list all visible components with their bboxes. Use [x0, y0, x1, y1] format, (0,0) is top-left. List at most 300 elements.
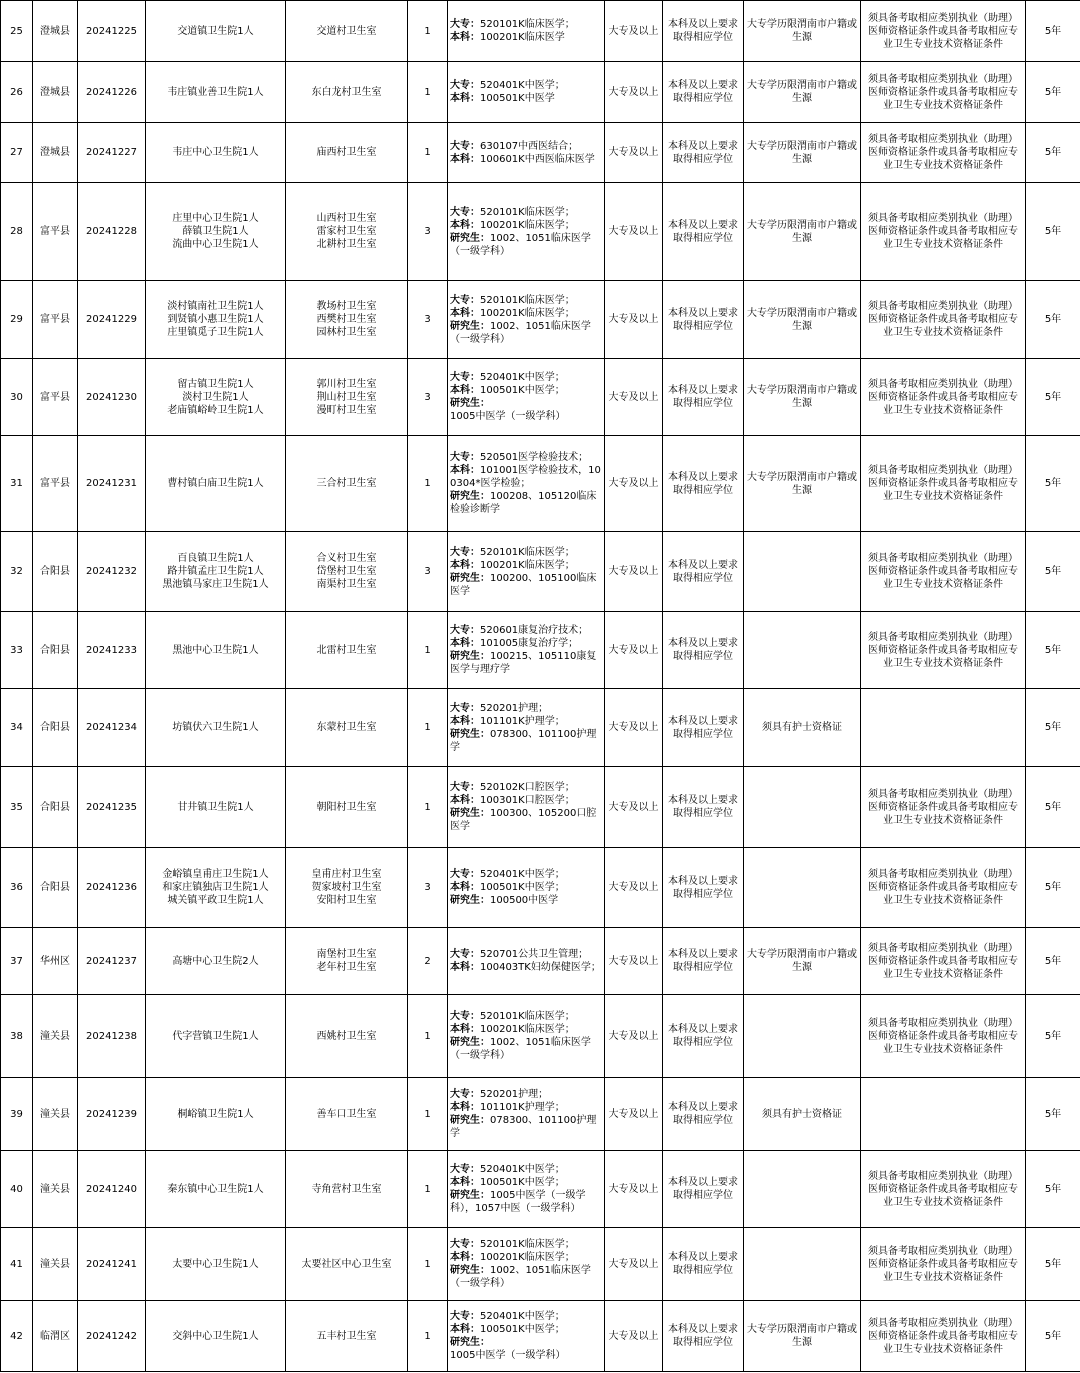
- major-level-label: 大专：: [450, 372, 480, 383]
- major-text: 1005中医学（一级学科），1057中医（一级学科）: [450, 1190, 586, 1214]
- clinic-cell-line: 合义村卫生室: [316, 553, 377, 564]
- hospital-cell-line: 韦庄中心卫生院1人: [172, 147, 259, 158]
- county-cell: 澄城县: [33, 1, 78, 62]
- clinic-cell: [286, 62, 408, 123]
- major-requirement-cell: [448, 532, 605, 612]
- major-line: [450, 490, 602, 516]
- hospital-cell-line: 代字营镇卫生院1人: [172, 1030, 259, 1042]
- major-level-label: 本科：: [450, 93, 480, 104]
- major-line: [450, 1310, 602, 1323]
- major-level-label: 大专：: [450, 869, 480, 880]
- major-level-label: 本科：: [450, 962, 480, 973]
- headcount-cell: 1: [408, 995, 448, 1078]
- major-text: 1002、1051临床医学（一级学科）: [450, 1265, 591, 1289]
- service-years-cell: 5年: [1026, 848, 1080, 928]
- major-text: 101001医学检验技术，100304*医学检验；: [450, 465, 601, 489]
- major-level-label: 本科：: [450, 32, 480, 43]
- education-cell: 大专及以上: [605, 183, 663, 281]
- major-text: 520701公共卫生管理；: [480, 949, 589, 960]
- degree-cell: 本科及以上要求取得相应学位: [663, 281, 744, 359]
- table-row: [1, 1, 1080, 62]
- major-level-label: 大专：: [450, 19, 480, 30]
- major-level-label: 大专：: [450, 949, 480, 960]
- major-level-label: 大专：: [450, 140, 480, 152]
- hospital-cell-line: 交道镇卫生院1人: [177, 25, 254, 37]
- hospital-cell: [146, 1, 286, 62]
- major-line: [450, 881, 602, 894]
- major-text: 078300、101100护理学: [450, 1115, 597, 1139]
- other-requirement-cell: 大专学历限渭南市户籍或生源: [744, 436, 861, 532]
- clinic-cell: [286, 123, 408, 183]
- major-requirement-cell: [448, 995, 605, 1078]
- major-text: 1002、1051临床医学（一级学科）: [450, 320, 591, 345]
- clinic-cell: [286, 1151, 408, 1228]
- hospital-cell-line: 庄里中心卫生院1人: [172, 213, 259, 224]
- row-number-cell: 41: [1, 1228, 33, 1301]
- county-cell: 富平县: [33, 281, 78, 359]
- major-requirement-cell: [448, 436, 605, 532]
- major-line: [450, 702, 602, 715]
- major-level-label: 大专：: [450, 452, 480, 463]
- major-text: 100201K临床医学；: [480, 219, 575, 231]
- service-years-cell: 5年: [1026, 928, 1080, 995]
- major-line: [450, 572, 602, 598]
- service-years-cell: 5年: [1026, 1228, 1080, 1301]
- major-text: 520101K临床医学；: [480, 1011, 575, 1022]
- other-requirement-cell: [744, 995, 861, 1078]
- certificate-requirement-cell: 须具备考取相应类别执业（助理）医师资格证条件或具备考取相应专业卫生专业技术资格证条件: [861, 612, 1026, 689]
- major-level-label: 本科：: [450, 715, 480, 727]
- county-cell: 潼关县: [33, 1078, 78, 1151]
- major-line: [450, 728, 602, 754]
- clinic-cell-line: 朝阳村卫生室: [316, 801, 377, 813]
- major-level-label: 研究生：: [450, 491, 490, 502]
- major-requirement-cell: [448, 359, 605, 436]
- major-level-label: 研究生：: [450, 572, 490, 584]
- major-line: [450, 1036, 602, 1062]
- degree-cell: 本科及以上要求取得相应学位: [663, 689, 744, 767]
- clinic-cell-line: 西樊村卫生室: [316, 314, 377, 325]
- hospital-cell: [146, 928, 286, 995]
- major-requirement-cell: [448, 62, 605, 123]
- service-years-cell: 5年: [1026, 62, 1080, 123]
- clinic-cell-line: 皇甫庄村卫生室: [311, 869, 382, 880]
- major-text: 100201K临床医学；: [480, 307, 575, 319]
- education-cell: 大专及以上: [605, 359, 663, 436]
- major-requirement-cell: [448, 1151, 605, 1228]
- certificate-requirement-cell: 须具备考取相应类别执业（助理）医师资格证条件或具备考取相应专业卫生专业技术资格证条件: [861, 532, 1026, 612]
- major-line: [450, 294, 602, 307]
- major-text: 078300、101100护理学: [450, 728, 597, 753]
- row-number-cell: 32: [1, 532, 33, 612]
- major-line: [450, 961, 602, 974]
- major-requirement-cell: [448, 848, 605, 928]
- service-years-cell: 5年: [1026, 1, 1080, 62]
- major-line: [450, 546, 602, 559]
- table-row: [1, 689, 1080, 767]
- headcount-cell: 3: [408, 183, 448, 281]
- major-requirement-cell: [448, 928, 605, 995]
- hospital-cell: [146, 1151, 286, 1228]
- clinic-cell-line: 东蒙村卫生室: [316, 722, 377, 733]
- hospital-cell-line: 黑池中心卫生院1人: [172, 644, 259, 656]
- major-line: [450, 140, 602, 153]
- clinic-cell: [286, 767, 408, 848]
- hospital-cell: [146, 359, 286, 436]
- major-text: 1005中医学（一级学科）: [450, 411, 566, 422]
- major-line: [450, 1163, 602, 1176]
- service-years-cell: 5年: [1026, 436, 1080, 532]
- major-text: 1002、1051临床医学（一级学科）: [450, 1037, 591, 1061]
- position-code-cell: 20241226: [78, 62, 146, 123]
- county-cell: 临渭区: [33, 1301, 78, 1372]
- table-row: [1, 532, 1080, 612]
- hospital-cell-line: 交斜中心卫生院1人: [172, 1330, 259, 1342]
- certificate-requirement-cell: 须具备考取相应类别执业（助理）医师资格证条件或具备考取相应专业卫生专业技术资格证条件: [861, 281, 1026, 359]
- major-line: [450, 1323, 602, 1336]
- table-row: [1, 1078, 1080, 1151]
- major-line: [450, 1264, 602, 1290]
- table-row: [1, 928, 1080, 995]
- degree-cell: 本科及以上要求取得相应学位: [663, 767, 744, 848]
- major-line: [450, 1101, 602, 1114]
- table-body: [1, 1, 1080, 1372]
- headcount-cell: 3: [408, 848, 448, 928]
- major-level-label: 研究生：: [450, 1115, 490, 1126]
- certificate-requirement-cell: 须具备考取相应类别执业（助理）医师资格证条件或具备考取相应专业卫生专业技术资格证条件: [861, 1228, 1026, 1301]
- row-number-cell: 34: [1, 689, 33, 767]
- headcount-cell: 1: [408, 1, 448, 62]
- major-text: 100601K中西医临床医学: [480, 153, 595, 165]
- degree-cell: 本科及以上要求取得相应学位: [663, 995, 744, 1078]
- headcount-cell: 2: [408, 928, 448, 995]
- row-number-cell: 29: [1, 281, 33, 359]
- degree-cell: 本科及以上要求取得相应学位: [663, 359, 744, 436]
- major-level-label: 大专：: [450, 1089, 480, 1100]
- clinic-cell: [286, 689, 408, 767]
- hospital-cell-line: 曹村镇白庙卫生院1人: [167, 478, 264, 489]
- county-cell: 合阳县: [33, 848, 78, 928]
- headcount-cell: 3: [408, 281, 448, 359]
- clinic-cell: [286, 436, 408, 532]
- major-text: 520101K临床医学；: [480, 206, 575, 218]
- hospital-cell-line: 坊镇伏六卫生院1人: [172, 722, 259, 733]
- headcount-cell: 1: [408, 1151, 448, 1228]
- major-level-label: 大专：: [450, 1164, 480, 1175]
- headcount-cell: 1: [408, 612, 448, 689]
- hospital-cell: [146, 1078, 286, 1151]
- hospital-cell: [146, 1228, 286, 1301]
- education-cell: 大专及以上: [605, 1, 663, 62]
- major-line: [450, 948, 602, 961]
- major-level-label: 本科：: [450, 638, 480, 649]
- row-number-cell: 42: [1, 1301, 33, 1372]
- other-requirement-cell: 大专学历限渭南市户籍或生源: [744, 62, 861, 123]
- major-level-label: 大专：: [450, 1239, 480, 1250]
- major-line: [450, 79, 602, 92]
- clinic-cell-line: 南渠村卫生室: [316, 579, 377, 590]
- education-cell: 大专及以上: [605, 848, 663, 928]
- hospital-cell-line: 和家庄镇独店卫生院1人: [162, 882, 269, 893]
- hospital-cell: [146, 995, 286, 1078]
- position-code-cell: 20241233: [78, 612, 146, 689]
- major-text: 1005中医学（一级学科）: [450, 1350, 566, 1361]
- certificate-requirement-cell: 须具备考取相应类别执业（助理）医师资格证条件或具备考取相应专业卫生专业技术资格证条件: [861, 848, 1026, 928]
- clinic-cell-line: 太要社区中心卫生室: [301, 1258, 392, 1270]
- major-line: [450, 397, 602, 423]
- major-line: [450, 807, 602, 833]
- major-line: [450, 1023, 602, 1036]
- major-line: [450, 624, 602, 637]
- clinic-cell: [286, 532, 408, 612]
- service-years-cell: 5年: [1026, 995, 1080, 1078]
- major-line: [450, 715, 602, 728]
- major-line: [450, 384, 602, 397]
- certificate-requirement-cell: 须具备考取相应类别执业（助理）医师资格证条件或具备考取相应专业卫生专业技术资格证条件: [861, 1, 1026, 62]
- major-requirement-cell: [448, 689, 605, 767]
- county-cell: 潼关县: [33, 1151, 78, 1228]
- other-requirement-cell: 大专学历限渭南市户籍或生源: [744, 1, 861, 62]
- clinic-cell: [286, 1, 408, 62]
- position-code-cell: 20241232: [78, 532, 146, 612]
- major-line: [450, 371, 602, 384]
- education-cell: 大专及以上: [605, 767, 663, 848]
- major-level-label: 本科：: [450, 1324, 480, 1335]
- table-row: [1, 281, 1080, 359]
- major-line: [450, 559, 602, 572]
- other-requirement-cell: 大专学历限渭南市户籍或生源: [744, 123, 861, 183]
- service-years-cell: 5年: [1026, 1151, 1080, 1228]
- major-level-label: 本科：: [450, 465, 480, 476]
- headcount-cell: 1: [408, 123, 448, 183]
- major-level-label: 本科：: [450, 385, 480, 396]
- table-row: [1, 436, 1080, 532]
- major-level-label: 本科：: [450, 559, 480, 571]
- education-cell: 大专及以上: [605, 532, 663, 612]
- clinic-cell-line: 漫町村卫生室: [316, 404, 377, 416]
- degree-cell: 本科及以上要求取得相应学位: [663, 612, 744, 689]
- hospital-cell: [146, 689, 286, 767]
- certificate-requirement-cell: 须具备考取相应类别执业（助理）医师资格证条件或具备考取相应专业卫生专业技术资格证条件: [861, 928, 1026, 995]
- hospital-cell-line: 淡村卫生院1人: [182, 391, 249, 403]
- major-text: 520101K临床医学；: [480, 546, 575, 558]
- major-level-label: 本科：: [450, 795, 480, 806]
- hospital-cell: [146, 767, 286, 848]
- row-number-cell: 37: [1, 928, 33, 995]
- major-level-label: 本科：: [450, 307, 480, 319]
- major-text: 100201K临床医学；: [480, 1252, 575, 1263]
- major-level-label: 大专：: [450, 702, 480, 714]
- clinic-cell: [286, 1301, 408, 1372]
- major-text: 100301K口腔医学；: [480, 795, 575, 806]
- education-cell: 大专及以上: [605, 62, 663, 123]
- certificate-requirement-cell: 须具备考取相应类别执业（助理）医师资格证条件或具备考取相应专业卫生专业技术资格证条件: [861, 183, 1026, 281]
- certificate-requirement-cell: 须具备考取相应类别执业（助理）医师资格证条件或具备考取相应专业卫生专业技术资格证条件: [861, 62, 1026, 123]
- major-level-label: 大专：: [450, 782, 480, 793]
- hospital-cell-line: 流曲中心卫生院1人: [172, 239, 259, 250]
- headcount-cell: 1: [408, 62, 448, 123]
- major-text: 100501K中医学；: [480, 882, 565, 893]
- county-cell: 澄城县: [33, 62, 78, 123]
- certificate-requirement-cell: 须具备考取相应类别执业（助理）医师资格证条件或具备考取相应专业卫生专业技术资格证条件: [861, 123, 1026, 183]
- hospital-cell-line: 太要中心卫生院1人: [172, 1258, 259, 1270]
- certificate-requirement-cell: 须具备考取相应类别执业（助理）医师资格证条件或具备考取相应专业卫生专业技术资格证条件: [861, 767, 1026, 848]
- service-years-cell: 5年: [1026, 612, 1080, 689]
- certificate-requirement-cell: 须具备考取相应类别执业（助理）医师资格证条件或具备考取相应专业卫生专业技术资格证条件: [861, 1301, 1026, 1372]
- county-cell: 富平县: [33, 183, 78, 281]
- clinic-cell: [286, 928, 408, 995]
- major-text: 100300、105200口腔医学: [450, 808, 597, 832]
- certificate-requirement-cell: 须具备考取相应类别执业（助理）医师资格证条件或具备考取相应专业卫生专业技术资格证条件: [861, 359, 1026, 436]
- headcount-cell: 1: [408, 1078, 448, 1151]
- certificate-requirement-cell: 须具备考取相应类别执业（助理）医师资格证条件或具备考取相应专业卫生专业技术资格证条件: [861, 436, 1026, 532]
- education-cell: 大专及以上: [605, 928, 663, 995]
- position-code-cell: 20241227: [78, 123, 146, 183]
- hospital-cell-line: 百良镇卫生院1人: [177, 553, 254, 564]
- table-row: [1, 123, 1080, 183]
- county-cell: 潼关县: [33, 1228, 78, 1301]
- position-code-cell: 20241225: [78, 1, 146, 62]
- other-requirement-cell: 大专学历限渭南市户籍或生源: [744, 359, 861, 436]
- major-level-label: 研究生：: [450, 232, 490, 244]
- major-text: 520101K临床医学；: [480, 294, 575, 306]
- major-text: 100501K中医学: [480, 93, 555, 104]
- position-code-cell: 20241240: [78, 1151, 146, 1228]
- major-line: [450, 781, 602, 794]
- hospital-cell: [146, 848, 286, 928]
- major-requirement-cell: [448, 123, 605, 183]
- row-number-cell: 35: [1, 767, 33, 848]
- degree-cell: 本科及以上要求取得相应学位: [663, 1228, 744, 1301]
- hospital-cell: [146, 532, 286, 612]
- hospital-cell-line: 留古镇卫生院1人: [177, 378, 254, 390]
- major-text: 101101K护理学；: [480, 1102, 565, 1113]
- major-line: [450, 894, 602, 907]
- headcount-cell: 3: [408, 359, 448, 436]
- education-cell: 大专及以上: [605, 612, 663, 689]
- hospital-cell-line: 淡村镇南社卫生院1人: [167, 301, 264, 312]
- headcount-cell: 1: [408, 1228, 448, 1301]
- degree-cell: 本科及以上要求取得相应学位: [663, 1, 744, 62]
- headcount-cell: 1: [408, 767, 448, 848]
- major-requirement-cell: [448, 1228, 605, 1301]
- major-line: [450, 1238, 602, 1251]
- degree-cell: 本科及以上要求取得相应学位: [663, 848, 744, 928]
- major-text: 1002、1051临床医学（一级学科）: [450, 232, 591, 257]
- major-requirement-cell: [448, 1301, 605, 1372]
- major-text: 520601康复治疗技术；: [480, 625, 589, 636]
- degree-cell: 本科及以上要求取得相应学位: [663, 183, 744, 281]
- hospital-cell: [146, 183, 286, 281]
- other-requirement-cell: 大专学历限渭南市户籍或生源: [744, 281, 861, 359]
- hospital-cell-line: 高塘中心卫生院2人: [172, 955, 259, 967]
- county-cell: 合阳县: [33, 689, 78, 767]
- clinic-cell-line: 五丰村卫生室: [316, 1330, 377, 1342]
- major-line: [450, 464, 602, 490]
- service-years-cell: 5年: [1026, 183, 1080, 281]
- major-text: 520401K中医学；: [480, 80, 565, 91]
- major-line: [450, 1176, 602, 1189]
- major-requirement-cell: [448, 612, 605, 689]
- major-line: [450, 451, 602, 464]
- major-text: 100201K临床医学；: [480, 1024, 575, 1035]
- major-line: [450, 307, 602, 320]
- position-code-cell: 20241228: [78, 183, 146, 281]
- row-number-cell: 36: [1, 848, 33, 928]
- position-code-cell: 20241237: [78, 928, 146, 995]
- county-cell: 澄城县: [33, 123, 78, 183]
- major-level-label: 大专：: [450, 1311, 480, 1322]
- major-text: 520401K中医学；: [480, 869, 565, 880]
- service-years-cell: 5年: [1026, 1301, 1080, 1372]
- row-number-cell: 26: [1, 62, 33, 123]
- major-text: 520201护理；: [480, 702, 549, 714]
- other-requirement-cell: [744, 767, 861, 848]
- service-years-cell: 5年: [1026, 689, 1080, 767]
- position-code-cell: 20241230: [78, 359, 146, 436]
- major-level-label: 大专：: [450, 80, 480, 91]
- clinic-cell-line: 交道村卫生室: [316, 25, 377, 37]
- position-code-cell: 20241238: [78, 995, 146, 1078]
- service-years-cell: 5年: [1026, 281, 1080, 359]
- hospital-cell-line: 到贤镇小惠卫生院1人: [167, 314, 264, 325]
- major-line: [450, 219, 602, 232]
- clinic-cell-line: 三合村卫生室: [316, 478, 377, 489]
- clinic-cell-line: 荆山村卫生室: [316, 391, 377, 403]
- education-cell: 大专及以上: [605, 1228, 663, 1301]
- major-text: 520102K口腔医学；: [480, 782, 575, 793]
- position-code-cell: 20241235: [78, 767, 146, 848]
- major-level-label: 研究生：: [450, 1190, 490, 1201]
- position-code-cell: 20241231: [78, 436, 146, 532]
- major-line: [450, 320, 602, 346]
- table-row: [1, 359, 1080, 436]
- position-code-cell: 20241239: [78, 1078, 146, 1151]
- major-line: [450, 232, 602, 258]
- major-level-label: 本科：: [450, 1102, 480, 1113]
- service-years-cell: 5年: [1026, 123, 1080, 183]
- major-text: 100201K临床医学: [480, 32, 565, 43]
- major-text: 100201K临床医学；: [480, 559, 575, 571]
- hospital-cell-line: 黑池镇马家庄卫生院1人: [162, 579, 269, 590]
- education-cell: 大专及以上: [605, 1151, 663, 1228]
- degree-cell: 本科及以上要求取得相应学位: [663, 123, 744, 183]
- row-number-cell: 30: [1, 359, 33, 436]
- major-level-label: 本科：: [450, 1024, 480, 1035]
- degree-cell: 本科及以上要求取得相应学位: [663, 928, 744, 995]
- county-cell: 合阳县: [33, 532, 78, 612]
- county-cell: 合阳县: [33, 767, 78, 848]
- major-level-label: 研究生：: [450, 728, 490, 740]
- hospital-cell-line: 桐峪镇卫生院1人: [177, 1108, 254, 1120]
- certificate-requirement-cell: [861, 689, 1026, 767]
- major-line: [450, 868, 602, 881]
- major-text: 520401K中医学；: [480, 372, 565, 383]
- degree-cell: 本科及以上要求取得相应学位: [663, 1301, 744, 1372]
- row-number-cell: 39: [1, 1078, 33, 1151]
- major-level-label: 本科：: [450, 882, 480, 893]
- clinic-cell-line: 善车口卫生室: [316, 1108, 377, 1120]
- row-number-cell: 38: [1, 995, 33, 1078]
- other-requirement-cell: [744, 532, 861, 612]
- major-requirement-cell: [448, 281, 605, 359]
- position-code-cell: 20241242: [78, 1301, 146, 1372]
- clinic-cell-line: 东白龙村卫生室: [311, 86, 382, 98]
- hospital-cell-line: 城关镇平政卫生院1人: [167, 895, 264, 906]
- degree-cell: 本科及以上要求取得相应学位: [663, 436, 744, 532]
- county-cell: 潼关县: [33, 995, 78, 1078]
- hospital-cell: [146, 436, 286, 532]
